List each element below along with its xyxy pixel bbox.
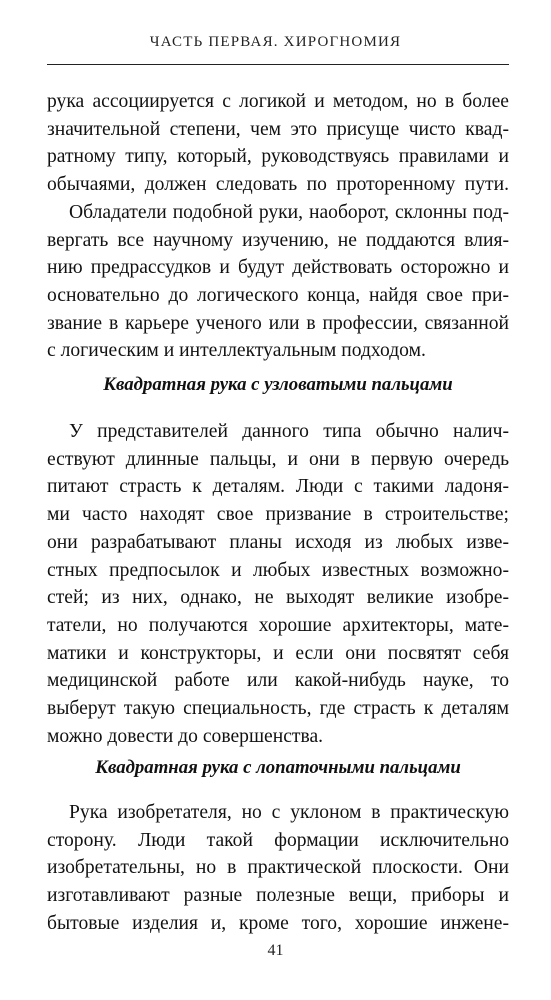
text-line: ествуют длинные пальцы, и они в первую очередь (47, 448, 509, 470)
text-line: стных предпосылок и любых известных возможно- (47, 559, 509, 581)
text-line: сторону. Люди такой формации исключительно (47, 829, 509, 851)
text-line: обычаями, должен следовать по проторенному пути. (47, 174, 509, 196)
text-line: они разрабатывают планы исходя из любых изве- (47, 531, 509, 553)
text-line: Обладатели подобной руки, наоборот, склонны под- (69, 201, 509, 223)
text-line: рука ассоциируется с логикой и методом, но в более (47, 91, 509, 112)
running-head: ЧАСТЬ ПЕРВАЯ. ХИРОГНОМИЯ (149, 34, 402, 50)
text-line: ми часто находят свое призвание в строительстве; (47, 504, 509, 526)
text-line: выберут такую специальность, где страсть к деталям (47, 698, 509, 720)
text-line: нию предрассудков и будут действовать осторожно и (47, 257, 509, 279)
text-line: матики и конструкторы, и если они посвятят себя (47, 642, 509, 664)
section-heading: Квадратная рука с лопаточными пальцами (95, 757, 461, 778)
text-line: питают страсть к деталям. Люди с такими ладоня- (47, 476, 509, 498)
text-line: звание в карьере ученого или в профессии, связанной (47, 312, 509, 334)
text-line: татели, но получаются хорошие архитекторы, мате- (47, 614, 509, 636)
text-line: значительной степени, чем это присуще чисто квад- (47, 118, 509, 140)
text-line: Рука изобретателя, но с уклоном в практическую (69, 802, 509, 823)
text-line: основательно до логического конца, найдя свое при- (47, 284, 509, 306)
text-line: изготавливают разные полезные вещи, приборы и (47, 885, 509, 907)
text-line: стей; из них, однако, не выходят великие изобре- (47, 587, 509, 609)
paragraph-3 (47, 799, 509, 938)
section-heading: Квадратная рука с узловатыми пальцами (103, 374, 453, 395)
text-line: изобретательны, но в практической плоскости. Они (47, 857, 509, 879)
header-rule (47, 64, 509, 65)
text-line: с логическим и интеллектуальным подходом. (47, 340, 426, 362)
text-line: медицинской работе или какой-нибудь науке, то (47, 670, 509, 692)
text-line: ратному типу, который, руководствуясь правилами и (47, 146, 509, 168)
page-number: 41 (267, 942, 284, 959)
text-line: вергать все научному изучению, не поддаются влия- (47, 229, 509, 251)
text-line: бытовые изделия и, кроме того, хорошие инжене- (47, 912, 509, 934)
paragraph-2 (47, 418, 509, 750)
paragraph-1 (47, 88, 509, 365)
text-line: У представителей данного типа обычно налич- (69, 421, 509, 442)
text-line: можно довести до совершенства. (47, 725, 324, 747)
